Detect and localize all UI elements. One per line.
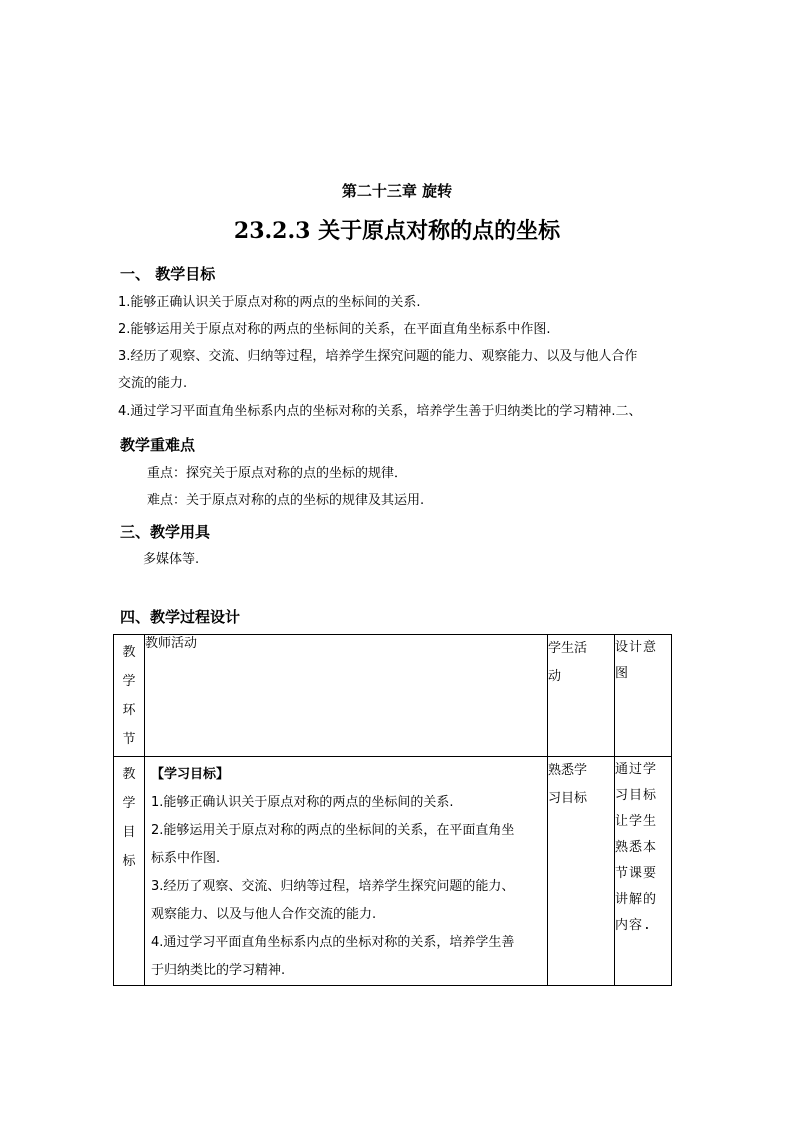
design-purpose-cell: 通过学 习目标 让学生 熟悉本 节课要 讲解的 内容. [615,757,672,986]
teacher-activity-header: 教师活动 [145,635,548,757]
lesson-title: 23.2.3 关于原点对称的点的坐标 [233,218,561,244]
key-point: 重点：探究关于原点对称的点的坐标的规律． [147,466,408,481]
objective-3: 3.经历了观察、交流、归纳等过程，培养学生探究问题的能力、观察能力、以及与他人合作 [118,349,638,364]
student-activity-cell: 熟悉学 习目标 [548,757,615,986]
objective-2: 2.能够运用关于原点对称的两点的坐标间的关系，在平面直角坐标系中作图. [118,322,551,337]
table-header-row [114,635,672,757]
difficulty-point: 难点：关于原点对称的点的坐标的规律及其运用. [147,493,425,508]
objective-1: 1.能够正确认识关于原点对称的两点的坐标间的关系. [118,295,421,310]
section1-heading: 一、 教学目标 [120,265,216,283]
teaching-tools: 多媒体等. [143,552,200,567]
chapter-title: 第二十三章 旋转 [341,182,453,200]
objective-heading: 【学习目标】 [151,767,230,782]
stage-cell: 教 学 目 标 [114,757,145,986]
design-purpose-header: 设计意 图 [615,635,672,757]
stage-header: 教 学 环 节 [114,635,145,757]
section3-heading: 三、教学用具 [120,523,211,541]
process-table [113,634,672,986]
objective-4: 4.通过学习平面直角坐标系内点的坐标对称的关系，培养学生善于归纳类比的学习精神.二、 [118,404,642,419]
teacher-activity-cell: 【学习目标】 1.能够正确认识关于原点对称的两点的坐标间的关系. 2.能够运用关于原点对称的两点的坐标间的关系，在平面直角坐 标系中作图. 3.经历了观察、交流、归纳等过程，培养学生探究问题的能力、 观察能力、以及与他人合作交流的能力. 4.通过学习平面直角坐标系内点的坐标对称的关系，培养学生善 于归纳类比的学习精神. [145,757,548,986]
student-activity-header: 学生活 动 [548,635,615,757]
section4-heading: 四、教学过程设计 [120,608,241,626]
objective-3-cont: 交流的能力. [118,376,188,391]
section2-heading: 教学重难点 [120,436,196,454]
table-row [114,757,672,986]
